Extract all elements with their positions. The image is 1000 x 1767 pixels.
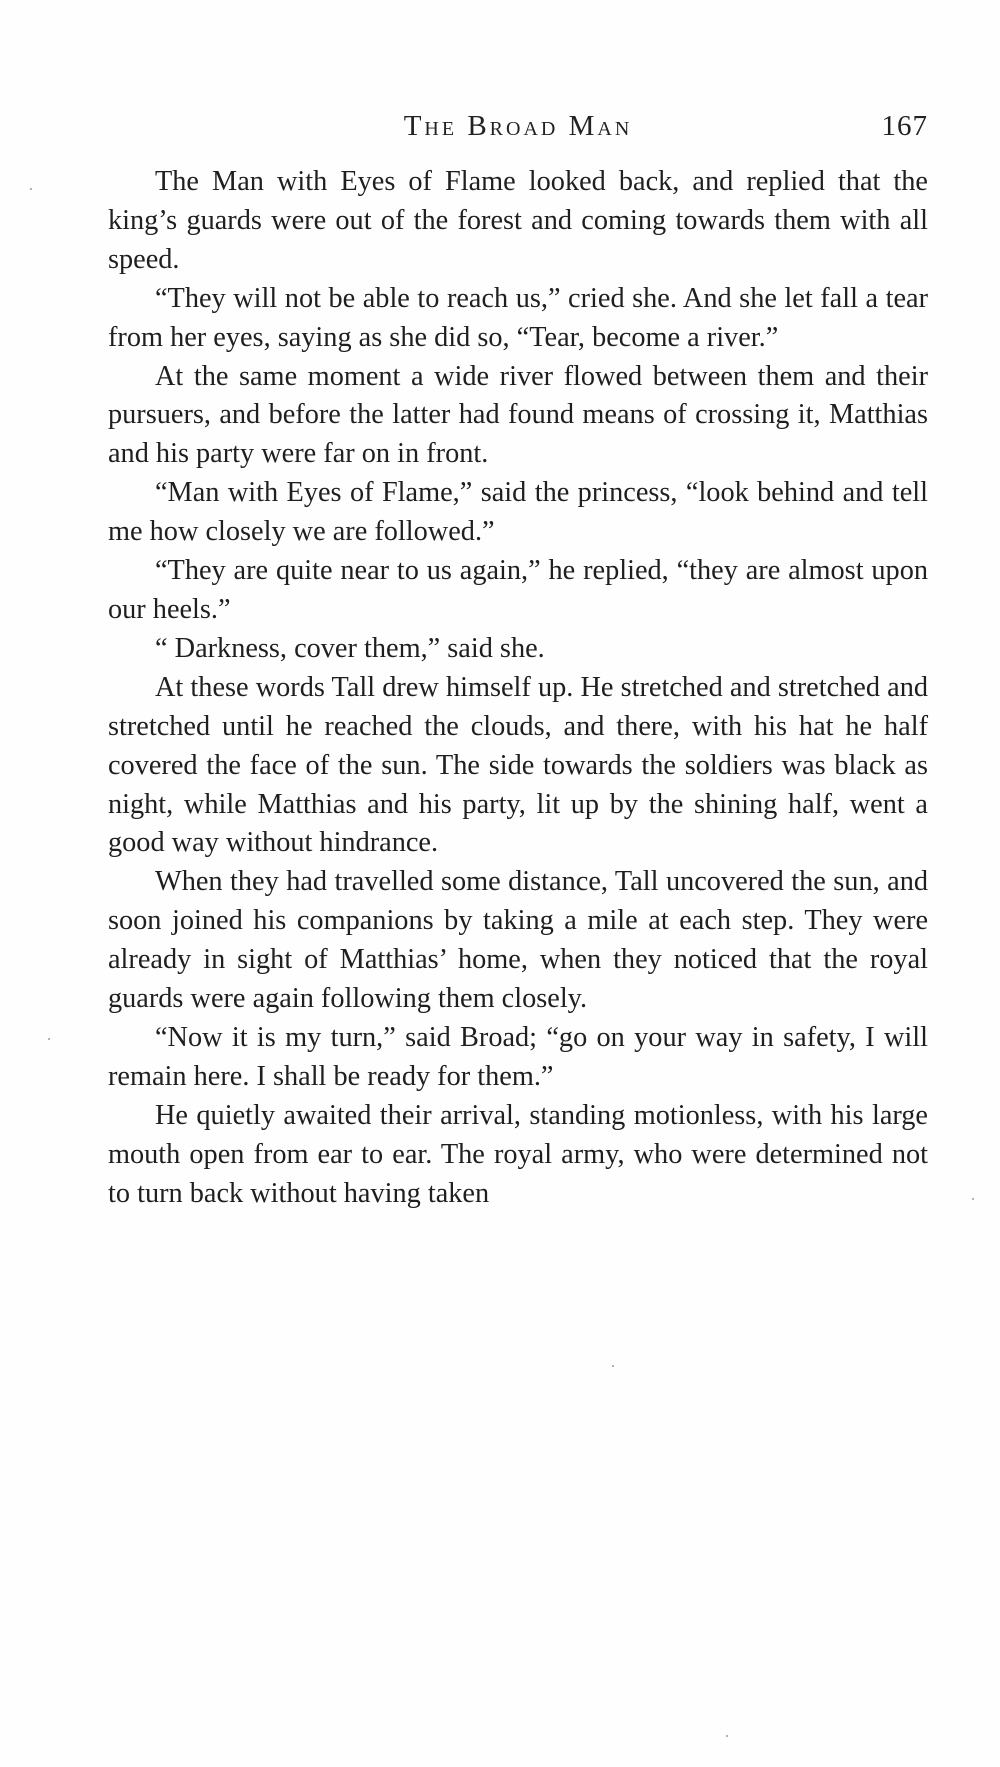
body-text xyxy=(108,163,928,1213)
paragraph: “They will not be able to reach us,” cried she. And she let fall a tear from her eyes, saying as she did so, “Tear, become a river.” xyxy=(108,282,928,353)
paragraph: “They are quite near to us again,” he replied, “they are almost upon our heels.” xyxy=(108,555,928,625)
paragraph: He quietly awaited their arrival, standing motionless, with his large mouth open from ear to ear. The royal army, who were determined not to turn back without having taken xyxy=(108,1099,928,1209)
page-header xyxy=(108,110,928,150)
running-title: The Broad Man xyxy=(403,110,633,142)
paragraph: “Now it is my turn,” said Broad; “go on your way in safety, I will remain here. I shall be ready for them.” xyxy=(108,1021,928,1092)
paper-speck xyxy=(726,1735,728,1737)
paragraph: At the same moment a wide river flowed between them and their pursuers, and before the latter had found means of crossing it, Matthias and his party were far on in front. xyxy=(108,360,928,470)
paragraph: When they had travelled some distance, Tall uncovered the sun, and soon joined his companions by taking a mile at each step. They were already in sight of Matthias’ home, when they noticed that the royal guards were again following them closely. xyxy=(108,866,928,1015)
paper-speck xyxy=(972,1198,974,1200)
paragraph: The Man with Eyes of Flame looked back, and replied that the king’s guards were out of the forest and coming towards them with all speed. xyxy=(108,166,928,275)
paragraph: “ Darkness, cover them,” said she. xyxy=(155,632,545,664)
paragraph: “Man with Eyes of Flame,” said the princess, “look behind and tell me how closely we are followed.” xyxy=(108,477,928,548)
paper-speck xyxy=(30,188,32,190)
paper-speck xyxy=(48,1038,50,1040)
paper-speck xyxy=(612,1365,614,1367)
paragraph: At these words Tall drew himself up. He stretched and stretched and stretched until he reached the clouds, and there, with his hat he half covered the face of the sun. The side towards the soldiers was black as night, while Matthias and his party, lit up by the shining half, went a good way without hindrance. xyxy=(108,671,928,859)
page-number: 167 xyxy=(881,110,928,142)
